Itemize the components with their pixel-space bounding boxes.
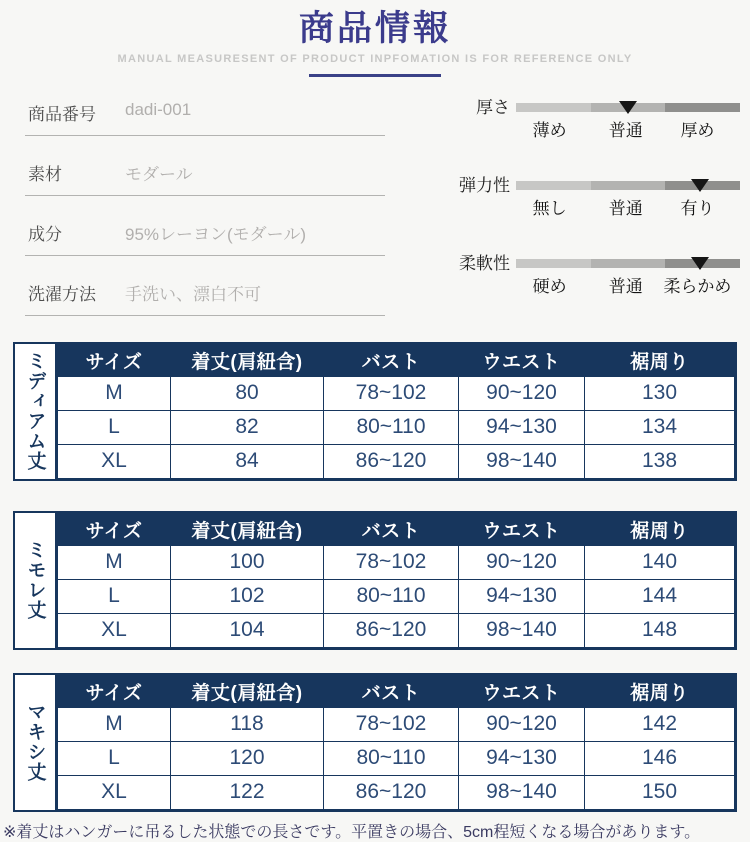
bar-segment-light [516, 181, 591, 190]
table-cell: L [58, 410, 171, 444]
info-label: 洗濯方法 [28, 284, 96, 304]
slider-scale [516, 194, 740, 216]
table-cell: 90~120 [459, 707, 585, 741]
table-cell: 80~110 [324, 741, 459, 775]
table-cell: 120 [171, 741, 324, 775]
table-row [58, 444, 735, 478]
scale-label: 普通 [608, 120, 643, 140]
scale-label: 柔らかめ [663, 276, 732, 296]
table-header-row [58, 675, 735, 707]
column-header: ウエスト [459, 344, 585, 376]
info-label: 商品番号 [28, 104, 96, 124]
title-underline [309, 74, 441, 77]
table-row [58, 410, 735, 444]
table-cell: 98~140 [459, 775, 585, 809]
table-cell: 140 [585, 545, 735, 579]
table-cell: 80~110 [324, 579, 459, 613]
table-cell: 130 [585, 376, 735, 410]
table-header-row [58, 513, 735, 545]
scale-label: 硬め [532, 276, 567, 296]
slider-bar [516, 259, 740, 268]
size-table-grid [57, 344, 735, 479]
scale-label: 普通 [608, 276, 643, 296]
column-header: バスト [324, 675, 459, 707]
info-label: 成分 [28, 224, 62, 244]
table-cell: 94~130 [459, 579, 585, 613]
scale-label: 無し [532, 198, 567, 218]
table-group-label: ミディアム丈 [15, 344, 57, 479]
table-cell: 84 [171, 444, 324, 478]
column-header: バスト [324, 344, 459, 376]
table-cell: 86~120 [324, 775, 459, 809]
slider-bar [516, 181, 740, 190]
bar-segment-mid [591, 259, 666, 268]
column-header: 着丈(肩紐含) [171, 513, 324, 545]
table-cell: 102 [171, 579, 324, 613]
table-cell: 146 [585, 741, 735, 775]
table-cell: 148 [585, 613, 735, 647]
table-cell: 104 [171, 613, 324, 647]
info-label: 素材 [28, 164, 62, 184]
column-header: 着丈(肩紐含) [171, 344, 324, 376]
table-cell: 150 [585, 775, 735, 809]
table-cell: 80~110 [324, 410, 459, 444]
slider-marker-icon [619, 101, 637, 114]
table-row [58, 741, 735, 775]
column-header: サイズ [58, 675, 171, 707]
info-area [0, 94, 750, 342]
table-group-label: ミモレ丈 [15, 513, 57, 648]
slider-bar [516, 103, 740, 112]
size-table [13, 673, 737, 812]
bar-segment-light [516, 259, 591, 268]
table-header-row [58, 344, 735, 376]
scale-label: 有り [680, 198, 715, 218]
table-cell: 86~120 [324, 613, 459, 647]
table-cell: 78~102 [324, 545, 459, 579]
table-cell: 142 [585, 707, 735, 741]
table-row [58, 579, 735, 613]
bar-segment-dark [665, 103, 740, 112]
table-cell: 94~130 [459, 741, 585, 775]
slider-track-area [516, 255, 740, 294]
size-table [13, 342, 737, 481]
table-cell: 138 [585, 444, 735, 478]
size-table [13, 511, 737, 650]
table-cell: 144 [585, 579, 735, 613]
table-cell: L [58, 741, 171, 775]
table-cell: XL [58, 444, 171, 478]
info-value: モダール [125, 164, 193, 184]
info-value: 手洗い、漂白不可 [125, 284, 261, 304]
size-tables [13, 342, 737, 812]
size-table-grid [57, 675, 735, 810]
table-cell: M [58, 707, 171, 741]
slider-track-area [516, 99, 740, 138]
table-cell: 82 [171, 410, 324, 444]
table-row [58, 545, 735, 579]
column-header: バスト [324, 513, 459, 545]
footnote: ※着丈はハンガーに吊るした状態での長さです。平置きの場合、5cm程短くなる場合があります。 [3, 823, 701, 841]
bar-segment-mid [591, 181, 666, 190]
column-header: サイズ [58, 513, 171, 545]
table-cell: M [58, 545, 171, 579]
table-cell: 118 [171, 707, 324, 741]
page-title: 商品情報 [298, 9, 451, 48]
slider-group [458, 99, 740, 138]
table-cell: 98~140 [459, 613, 585, 647]
table-cell: L [58, 579, 171, 613]
table-row [58, 613, 735, 647]
info-row [25, 274, 385, 316]
product-info [25, 94, 385, 334]
table-cell: 78~102 [324, 376, 459, 410]
info-value: 95%レーヨン(モダール) [125, 224, 307, 244]
table-row [58, 707, 735, 741]
table-row [58, 775, 735, 809]
table-cell: 122 [171, 775, 324, 809]
table-row [58, 376, 735, 410]
table-cell: 90~120 [459, 376, 585, 410]
column-header: ウエスト [459, 513, 585, 545]
column-header: ウエスト [459, 675, 585, 707]
slider-name: 厚さ [476, 97, 510, 117]
table-cell: 134 [585, 410, 735, 444]
table-group-label: マキシ丈 [15, 675, 57, 810]
table-cell: 94~130 [459, 410, 585, 444]
column-header: 着丈(肩紐含) [171, 675, 324, 707]
column-header: 裾周り [585, 344, 735, 376]
slider-marker-icon [691, 179, 709, 192]
bar-segment-light [516, 103, 591, 112]
info-row [25, 154, 385, 196]
info-row [25, 214, 385, 256]
table-cell: 80 [171, 376, 324, 410]
table-cell: M [58, 376, 171, 410]
slider-group [458, 177, 740, 216]
table-cell: XL [58, 775, 171, 809]
table-cell: 86~120 [324, 444, 459, 478]
table-cell: 100 [171, 545, 324, 579]
slider-track-area [516, 177, 740, 216]
info-value: dadi-001 [125, 99, 192, 119]
info-row [25, 94, 385, 136]
column-header: サイズ [58, 344, 171, 376]
slider-group [458, 255, 740, 294]
slider-scale [516, 116, 740, 138]
slider-name: 柔軟性 [459, 253, 510, 273]
slider-marker-icon [691, 257, 709, 270]
slider-scale [516, 272, 740, 294]
subtitle: MANUAL MEASURESENT OF PRODUCT INPFOMATION IS FOR REFERENCE ONLY [117, 52, 633, 65]
size-table-grid [57, 513, 735, 648]
header [0, 0, 750, 77]
scale-label: 薄め [532, 120, 567, 140]
scale-label: 厚め [680, 120, 715, 140]
column-header: 裾周り [585, 513, 735, 545]
column-header: 裾周り [585, 675, 735, 707]
table-cell: 90~120 [459, 545, 585, 579]
scale-label: 普通 [608, 198, 643, 218]
table-cell: 98~140 [459, 444, 585, 478]
slider-name: 弾力性 [459, 175, 510, 195]
table-cell: XL [58, 613, 171, 647]
table-cell: 78~102 [324, 707, 459, 741]
